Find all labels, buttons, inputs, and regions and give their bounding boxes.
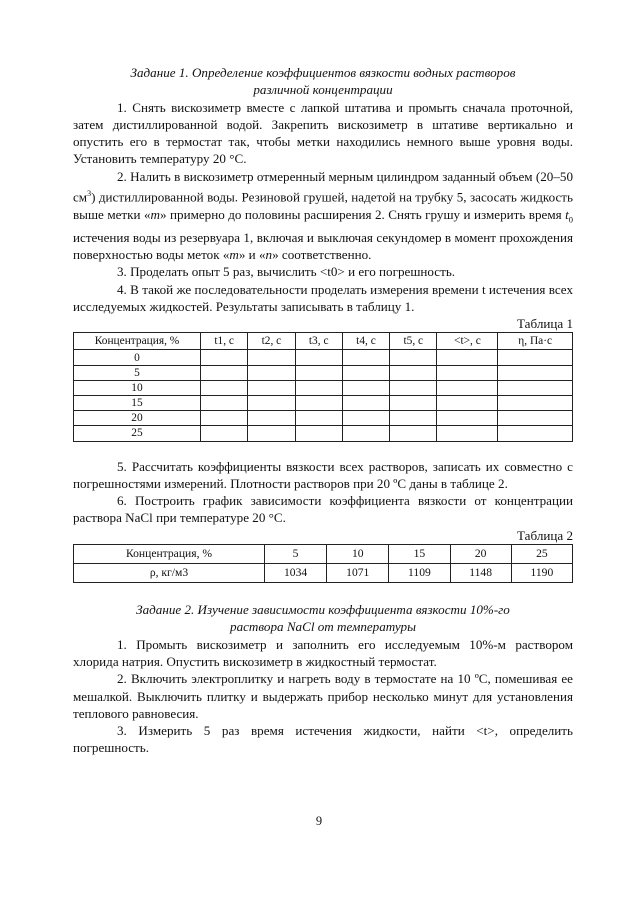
table-row [74, 395, 573, 410]
table-row [74, 426, 573, 441]
task2-title-line1: Задание 2. Изучение зависимости коэффициента вязкости 10%-го [136, 602, 510, 618]
table1-cell-concentration: 20 [74, 411, 201, 426]
table2-label-concentration: Концентрация, % [74, 545, 265, 564]
table1-header-t3: t3, с [295, 333, 342, 350]
task1-step6: 6. Построить график зависимости коэффициента вязкости от концентрации раствора NaCl при температуре 20 °С. [73, 493, 573, 526]
table1-cell-concentration: 15 [74, 395, 201, 410]
mark-m-2: m [229, 246, 239, 262]
table2-row-concentration [74, 545, 573, 564]
table2-row-density [74, 564, 573, 583]
step2-text-b: ) дистиллированной воды. Резиновой грушей, надетой на трубку 5, засосать жидкость выше метки « [73, 189, 573, 222]
task1-title [73, 64, 573, 99]
task1-step1: 1. Снять вискозиметр вместе с лапкой штатива и промыть сначала проточной, затем дистиллированной водой. Закрепить вискозиметр в штативе вертикально и опустить его в термостат так, чтобы метки находились немного выше уровня воды. Установить температуру 20 °С. [73, 99, 573, 167]
table1 [73, 332, 573, 441]
table-row [74, 365, 573, 380]
table2-cell: 10 [327, 545, 389, 564]
task1-title-line2: различной концентрации [253, 82, 393, 98]
task1-step5: 5. Рассчитать коэффициенты вязкости всех растворов, записать их совместно с погрешностями измерений. Плотности растворов при 20 ºС даны в таблице 2. [73, 458, 573, 491]
table1-cell-concentration: 5 [74, 365, 201, 380]
task1-title-line1: Задание 1. Определение коэффициентов вязкости водных растворов [130, 65, 516, 80]
step2-text-a: 2. Налить в вискозиметр отмеренный мерным цилиндром заданный объем (20–50 см [73, 168, 573, 205]
cm3-superscript: 3 [87, 189, 92, 199]
task2-step1: 1. Промыть вискозиметр и заполнить его исследуемым 10%-м раствором хлорида натрия. Опустить вискозиметр в жидкостный термостат. [73, 636, 573, 669]
task1-step3: 3. Проделать опыт 5 раз, вычислить <t0> и его погрешность. [117, 264, 456, 280]
table-row [74, 411, 573, 426]
table2-label-density: ρ, кг/м3 [74, 564, 265, 583]
table1-header-row [74, 333, 573, 350]
mark-n: n [265, 246, 273, 262]
table1-cell-concentration: 25 [74, 426, 201, 441]
table-row [74, 380, 573, 395]
page-body [73, 64, 573, 757]
table2-caption: Таблица 2 [517, 527, 573, 543]
table2-cell: 1190 [511, 564, 572, 583]
table1-cell-concentration: 10 [74, 380, 201, 395]
table1-header-tmean: <t>, с [437, 333, 498, 350]
step2-text-d: истечения воды из резервуара 1, включая и выключая секундомер в момент прохождения поверхностью воды меток « [73, 229, 573, 262]
table1-header-t4: t4, с [342, 333, 389, 350]
t0-subscript: 0 [568, 214, 574, 225]
table2-cell: 5 [265, 545, 327, 564]
page-number: 9 [315, 814, 323, 828]
step2-text-f: » соответственно. [272, 246, 372, 262]
table1-header-t5: t5, с [390, 333, 437, 350]
table1-header-concentration: Концентрация, % [74, 333, 201, 350]
step2-text-e: » и « [238, 246, 266, 262]
task2-step3: 3. Измерить 5 раз время истечения жидкости, найти <t>, определить погрешность. [73, 723, 573, 756]
task2-title [73, 601, 573, 636]
table2-cell: 1148 [450, 564, 511, 583]
table1-header-t1: t1, с [201, 333, 248, 350]
task1-step4: 4. В такой же последовательности проделать измерения времени t истечения всех исследуемых жидкостей. Результаты записывать в таблицу 1. [73, 281, 573, 314]
table2 [73, 544, 573, 583]
task2-title-line2: раствора NaCl от температуры [230, 619, 416, 635]
table-row [74, 350, 573, 365]
task2-step2: 2. Включить электроплитку и нагреть воду в термостате на 10 ºС, помешивая ее мешалкой. Выключить плитку и выдержать прибор несколько минут для установления теплового равновесия. [73, 671, 573, 721]
table1-header-eta: η, Па·с [498, 333, 573, 350]
table1-cell-concentration: 0 [74, 350, 201, 365]
table2-cell: 1109 [389, 564, 450, 583]
mark-m: m [150, 206, 161, 222]
t0-symbol: t [565, 206, 569, 222]
table2-cell: 15 [389, 545, 450, 564]
table2-cell: 1071 [327, 564, 389, 583]
table2-cell: 20 [450, 545, 511, 564]
table1-caption: Таблица 1 [517, 316, 573, 332]
table1-header-t2: t2, с [248, 333, 295, 350]
table2-cell: 1034 [265, 564, 327, 583]
table2-cell: 25 [511, 545, 572, 564]
step2-text-c: » примерно до половины расширения 2. Снять грушу и измерить время [160, 206, 566, 222]
task1-step2 [73, 168, 573, 263]
